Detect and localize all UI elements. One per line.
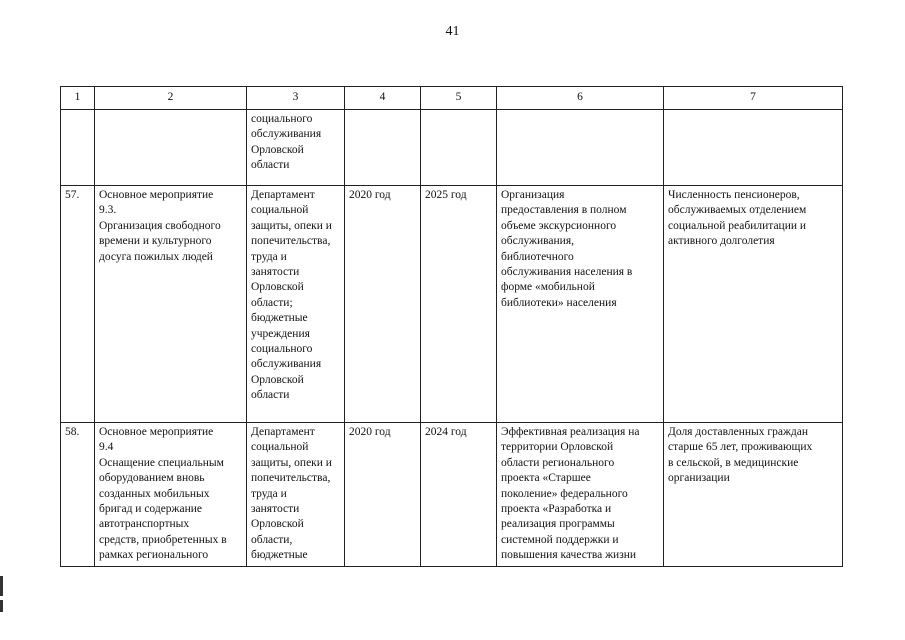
cell-text-line: социальной	[251, 204, 309, 217]
result-cell	[497, 423, 664, 567]
header-cell: 4	[345, 87, 421, 110]
cell-text-line: оборудованием вновь	[99, 472, 205, 485]
cell-text-line: средств, приобретенных в	[99, 533, 227, 546]
cell-text-line: объеме экскурсионного	[501, 219, 617, 232]
cell-text-line: обслуживаемых отделением	[668, 204, 807, 217]
indicator-cell	[664, 423, 843, 567]
cell-text-line: Численность пенсионеров,	[668, 189, 800, 201]
cell-text-line: обслуживания,	[501, 235, 574, 248]
header-cell: 7	[664, 87, 843, 110]
cell-text-line: досуга пожилых людей	[99, 250, 213, 263]
table-row	[61, 110, 843, 186]
header-cell: 2	[95, 87, 247, 110]
cell-text-line: проекта «Старшее	[501, 472, 591, 485]
row-number: 57.	[61, 186, 95, 423]
table-row	[61, 423, 843, 567]
measure-cell	[95, 110, 247, 186]
start-year-cell	[345, 110, 421, 186]
cell-text-line: предоставления в полном	[501, 204, 627, 217]
cell-text-line: 9.3.	[99, 204, 117, 217]
cell-text-line: Доля доставленных граждан	[668, 426, 809, 438]
cell-text-line: Орловской	[251, 373, 304, 386]
cell-text-line: труда и	[251, 487, 287, 500]
result-cell	[497, 110, 664, 186]
cell-text-line: созданных мобильных	[99, 487, 210, 500]
executor-cell	[247, 423, 345, 567]
header-cell: 1	[61, 87, 95, 110]
scan-edge-mark	[0, 576, 3, 596]
cell-text-line: организации	[668, 472, 730, 485]
cell-text-line: области	[251, 159, 290, 172]
start-year-cell: 2020 год	[345, 186, 421, 423]
end-year-cell: 2024 год	[421, 423, 497, 567]
indicator-cell	[664, 186, 843, 423]
executor-cell	[247, 186, 345, 423]
cell-text-line: поколение» федерального	[501, 487, 628, 500]
cell-text-line: Основное мероприятие	[99, 426, 214, 438]
header-cell: 5	[421, 87, 497, 110]
cell-text-line: Оснащение специальным	[99, 456, 224, 469]
cell-text-line: в сельской, в медицинские	[668, 456, 799, 469]
cell-text-line: социального	[251, 113, 313, 125]
cell-text-line: Орловской	[251, 281, 304, 294]
cell-text-line: обслуживания населения в	[501, 266, 633, 279]
cell-text-line: активного долголетия	[668, 235, 775, 248]
measure-cell	[95, 423, 247, 567]
cell-text-line: автотранспортных	[99, 518, 190, 531]
cell-text-line: повышения качества жизни	[501, 549, 637, 562]
cell-text-line: занятости	[251, 503, 300, 516]
cell-text-line: библиотечного	[501, 250, 574, 263]
cell-text-line: времени и культурного	[99, 235, 212, 248]
cell-text-line: занятости	[251, 266, 300, 279]
cell-text-line: рамках регионального	[99, 549, 209, 562]
cell-text-line: библиотеки» населения	[501, 296, 617, 309]
cell-text-line: форме «мобильной	[501, 281, 595, 294]
end-year-cell: 2025 год	[421, 186, 497, 423]
cell-text-line: попечительства,	[251, 472, 331, 485]
cell-text-line: социальной реабилитации и	[668, 219, 807, 232]
end-year-cell	[421, 110, 497, 186]
cell-text-line: проекта «Разработка и	[501, 503, 612, 516]
cell-text-line: бригад и содержание	[99, 503, 203, 516]
cell-text-line: учреждения	[251, 327, 310, 340]
cell-text-line: территории Орловской	[501, 441, 614, 454]
executor-cell	[247, 110, 345, 186]
cell-text-line: системной поддержки и	[501, 533, 619, 546]
cell-text-line: Орловской	[251, 518, 304, 531]
start-year-cell: 2020 год	[345, 423, 421, 567]
scan-edge-mark	[0, 600, 3, 612]
cell-text-line: Организация свободного	[99, 219, 221, 232]
program-table	[60, 86, 843, 567]
cell-text-line: защиты, опеки и	[251, 219, 332, 232]
measure-cell	[95, 186, 247, 423]
cell-text-line: Департамент	[251, 426, 315, 438]
cell-text-line: старше 65 лет, проживающих	[668, 441, 813, 454]
cell-text-line: попечительства,	[251, 235, 331, 248]
cell-text-line: социальной	[251, 441, 309, 454]
cell-text-line: области;	[251, 296, 293, 309]
cell-text-line: обслуживания	[251, 358, 322, 371]
cell-text-line: области	[251, 389, 290, 402]
cell-text-line: области,	[251, 533, 293, 546]
cell-text-line: социального	[251, 343, 313, 356]
cell-text-line: Организация	[501, 189, 565, 201]
table-header-row	[61, 87, 843, 110]
row-number	[61, 110, 95, 186]
header-cell: 3	[247, 87, 345, 110]
cell-text-line: обслуживания	[251, 128, 322, 141]
header-cell: 6	[497, 87, 664, 110]
indicator-cell	[664, 110, 843, 186]
cell-text-line: Основное мероприятие	[99, 189, 214, 201]
row-number: 58.	[61, 423, 95, 567]
cell-text-line: Эффективная реализация на	[501, 426, 640, 438]
cell-text-line: бюджетные	[251, 312, 308, 325]
cell-text-line: Департамент	[251, 189, 315, 201]
page-number: 41	[445, 24, 460, 39]
cell-text-line: защиты, опеки и	[251, 456, 332, 469]
cell-text-line: бюджетные	[251, 549, 308, 562]
cell-text-line: Орловской	[251, 143, 304, 156]
cell-text-line: 9.4	[99, 441, 114, 454]
table-row	[61, 186, 843, 423]
result-cell	[497, 186, 664, 423]
cell-text-line: труда и	[251, 250, 287, 263]
cell-text-line: реализация программы	[501, 518, 615, 531]
cell-text-line: области регионального	[501, 456, 615, 469]
